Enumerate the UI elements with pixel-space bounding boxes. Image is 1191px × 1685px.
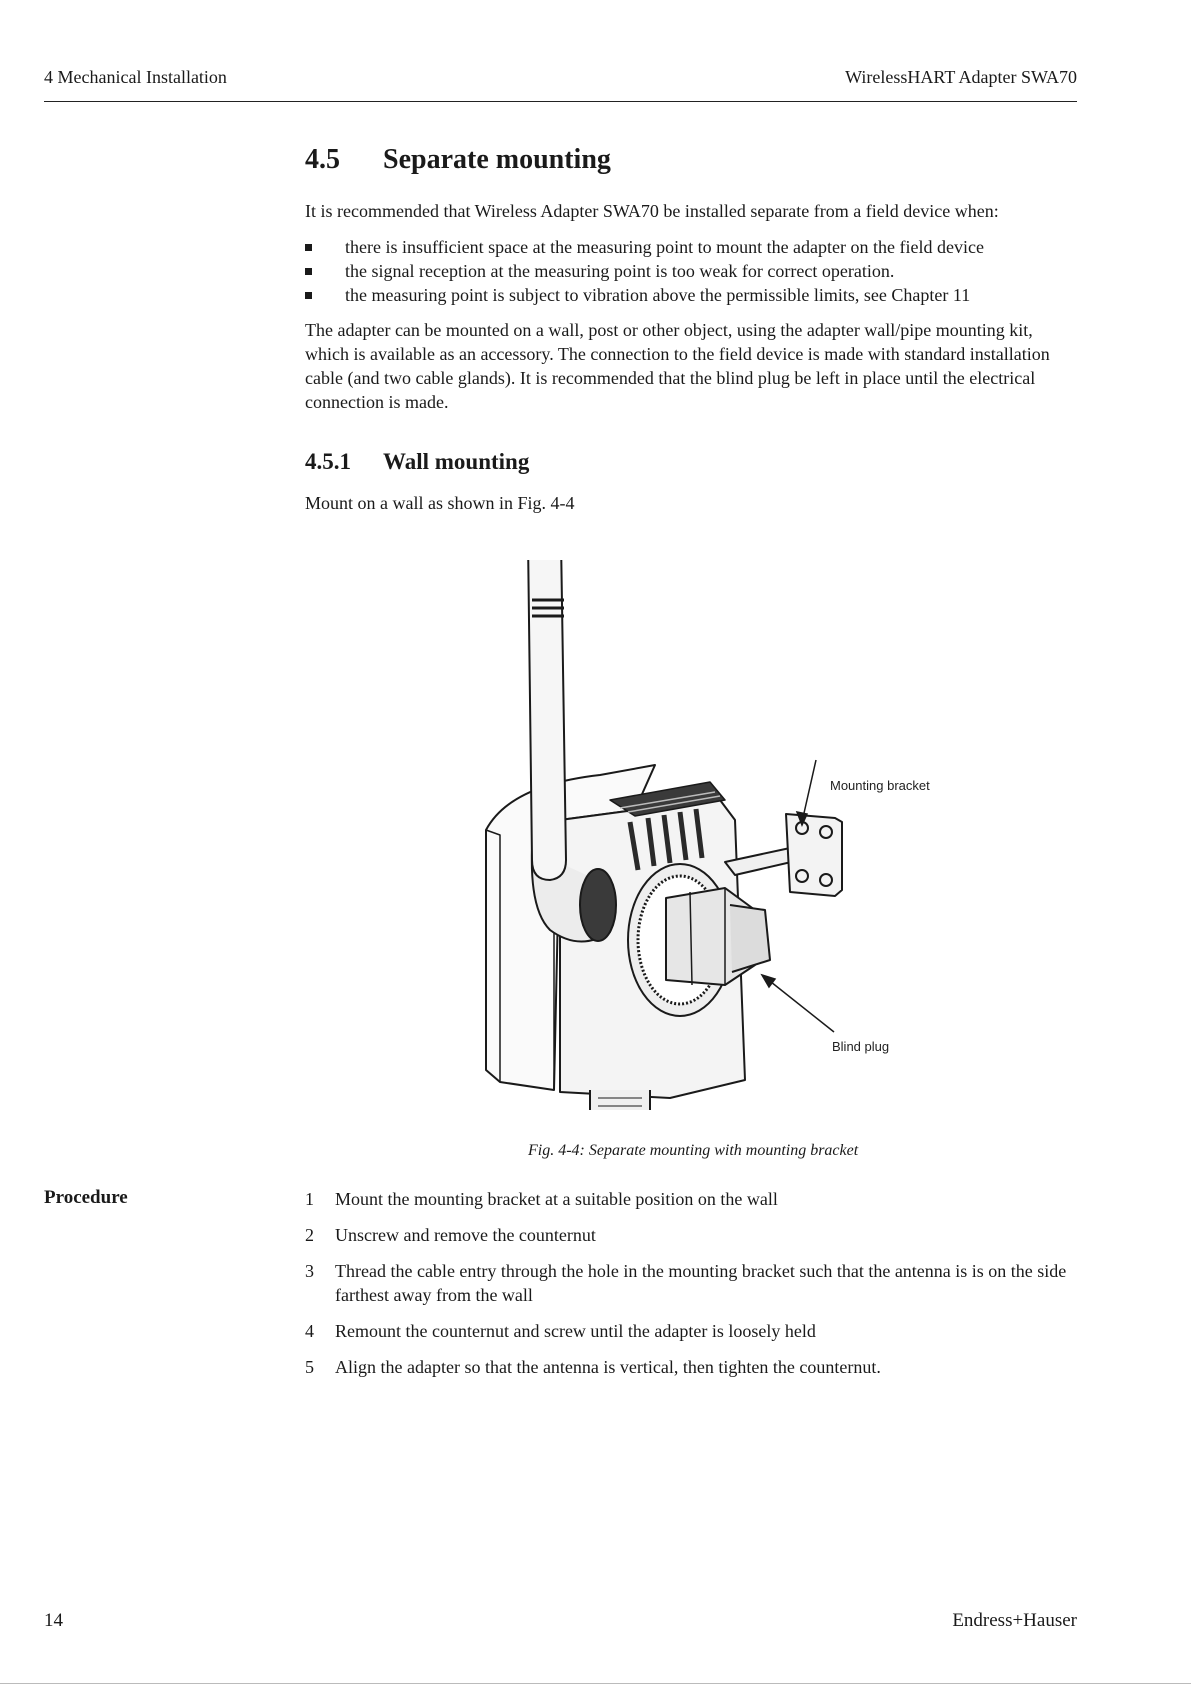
body-paragraph: The adapter can be mounted on a wall, post or other object, using the adapter wall/pipe mounting kit, which is available as an accessory. The connection to the field device is made with standard installation cable (and two cable glands). It is recommended that the blind plug be left in place until the electrical connection is made. — [305, 320, 1050, 412]
intro-paragraph: It is recommended that Wireless Adapter SWA70 be installed separate from a field device when: — [305, 201, 999, 221]
plug-callout-line — [766, 978, 834, 1032]
list-item: 2 Unscrew and remove the counternut — [305, 1225, 596, 1245]
section-title: Separate mounting — [383, 144, 611, 175]
adapter-mounting-figure — [470, 560, 950, 1110]
list-item: 1 Mount the mounting bracket at a suitable position on the wall — [305, 1189, 778, 1209]
callout-mounting-bracket: Mounting bracket — [830, 778, 930, 793]
bullet-square-icon — [305, 268, 312, 275]
subsection-title: Wall mounting — [383, 449, 530, 474]
list-item: there is insufficient space at the measuring point to mount the adapter on the field device — [305, 235, 1077, 259]
brand-footer: Endress+Hauser — [952, 1610, 1077, 1631]
list-item: the signal reception at the measuring point is too weak for correct operation. — [305, 259, 1077, 283]
subsection-text: Mount on a wall as shown in Fig. 4-4 — [305, 493, 575, 513]
list-item: 5 Align the adapter so that the antenna is vertical, then tighten the counternut. — [305, 1357, 881, 1377]
running-header-chapter: 4 Mechanical Installation — [44, 67, 227, 87]
header-rule — [44, 101, 1077, 102]
section-heading — [305, 144, 611, 176]
callout-blind-plug: Blind plug — [832, 1039, 890, 1054]
bullet-square-icon — [305, 244, 312, 251]
plug-arrow-icon — [762, 975, 775, 987]
list-item: 4 Remount the counternut and screw until the adapter is loosely held — [305, 1321, 816, 1341]
section-number: 4.5 — [305, 144, 340, 175]
bullet-square-icon — [305, 292, 312, 299]
page-number: 14 — [44, 1610, 63, 1631]
condition-list — [305, 235, 1077, 307]
list-item: 3 Thread the cable entry through the hole in the mounting bracket such that the antenna is is on the side farthest away from the wall — [305, 1261, 1067, 1305]
subsection-number: 4.5.1 — [305, 449, 351, 474]
running-header-title: WirelessHART Adapter SWA70 — [845, 67, 1077, 87]
procedure-steps — [305, 1187, 1077, 1391]
mounting-bracket — [786, 814, 842, 896]
page-bottom-edge — [0, 1683, 1191, 1684]
subsection-heading — [305, 449, 529, 475]
list-item: the measuring point is subject to vibration above the permissible limits, see Chapter 11 — [305, 283, 1077, 307]
figure-caption: Fig. 4-4: Separate mounting with mounting bracket — [528, 1142, 859, 1159]
procedure-label: Procedure — [44, 1187, 128, 1208]
